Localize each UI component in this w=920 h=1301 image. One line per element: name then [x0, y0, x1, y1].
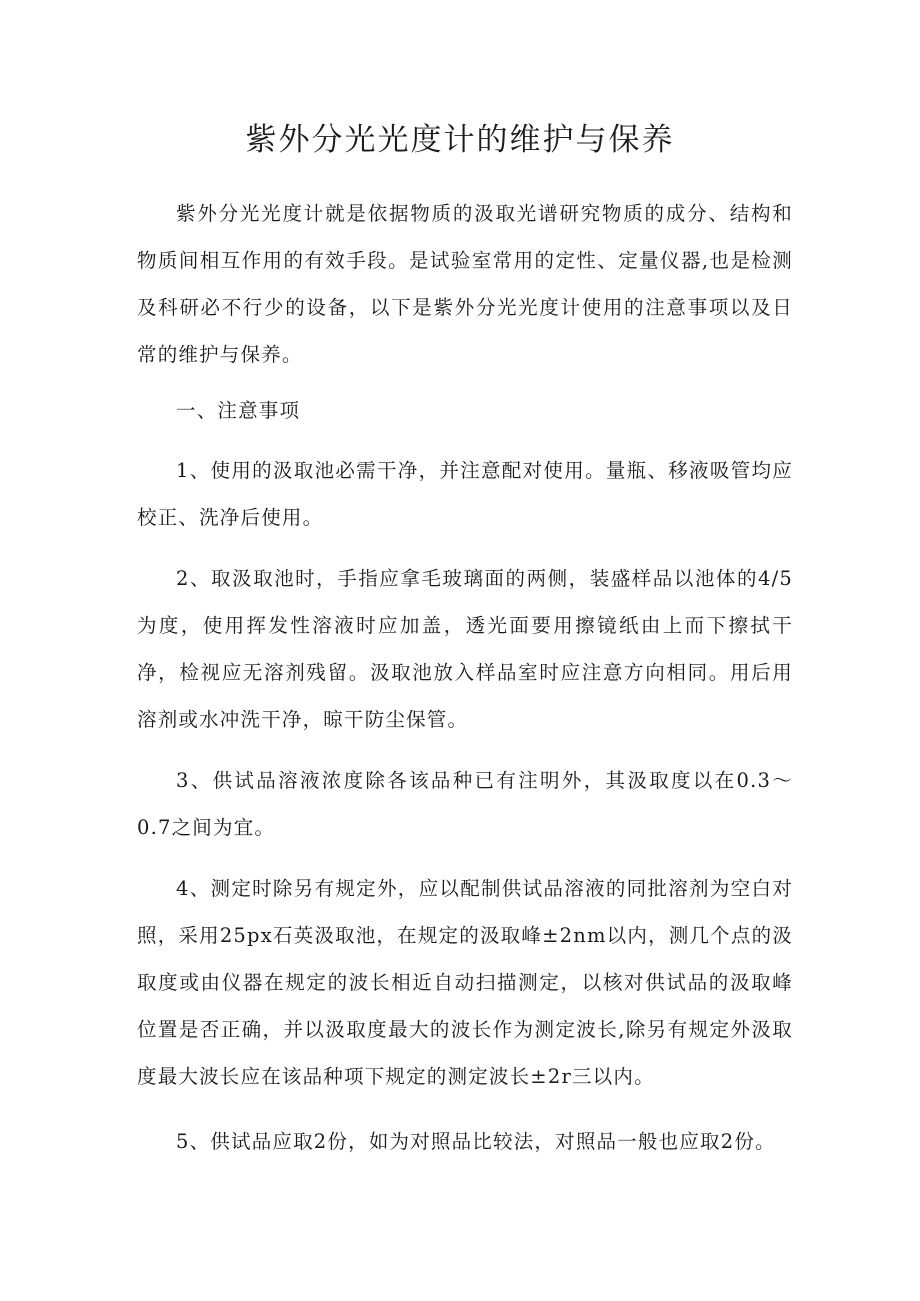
list-item-4: 4、测定时除另有规定外，应以配制供试品溶液的同批溶剂为空白对照，采用25px石英汲取池，在规定的汲取峰±2nm以内，测几个点的汲取度或由仪器在规定的波长相近自动扫描测定，以核对供试品的汲取峰位置是否正确，并以汲取度最大的波长作为测定波长,除另有规定外汲取度最大波长应在该品种项下规定的测定波长±2r三以内。 [137, 877, 793, 1088]
list-item-5: 5、供试品应取2份，如为对照品比较法，对照品一般也应取2份。 [176, 1130, 776, 1153]
intro-paragraph: 紫外分光光度计就是依据物质的汲取光谱研究物质的成分、结构和物质间相互作用的有效手段。是试验室常用的定性、定量仪器,也是检测及科研必不行少的设备，以下是紫外分光光度计使用的注意事项以及日常的维护与保养。 [137, 202, 793, 366]
section-heading-precautions: 一、注意事项 [176, 399, 301, 422]
list-item-1: 1、使用的汲取池必需干净，并注意配对使用。量瓶、移液吸管均应校正、洗净后使用。 [137, 459, 793, 529]
list-item-3: 3、供试品溶液浓度除各该品种已有注明外，其汲取度以在0.3～0.7之间为宜。 [137, 769, 793, 839]
document-title: 紫外分光光度计的维护与保养 [245, 122, 675, 158]
list-item-2: 2、取汲取池时，手指应拿毛玻璃面的两侧，装盛样品以池体的4/5为度，使用挥发性溶液时应加盖，透光面要用擦镜纸由上而下擦拭干净，检视应无溶剂残留。汲取池放入样品室时应注意方向相同。用后用溶剂或水冲洗干净，晾干防尘保管。 [137, 567, 793, 731]
